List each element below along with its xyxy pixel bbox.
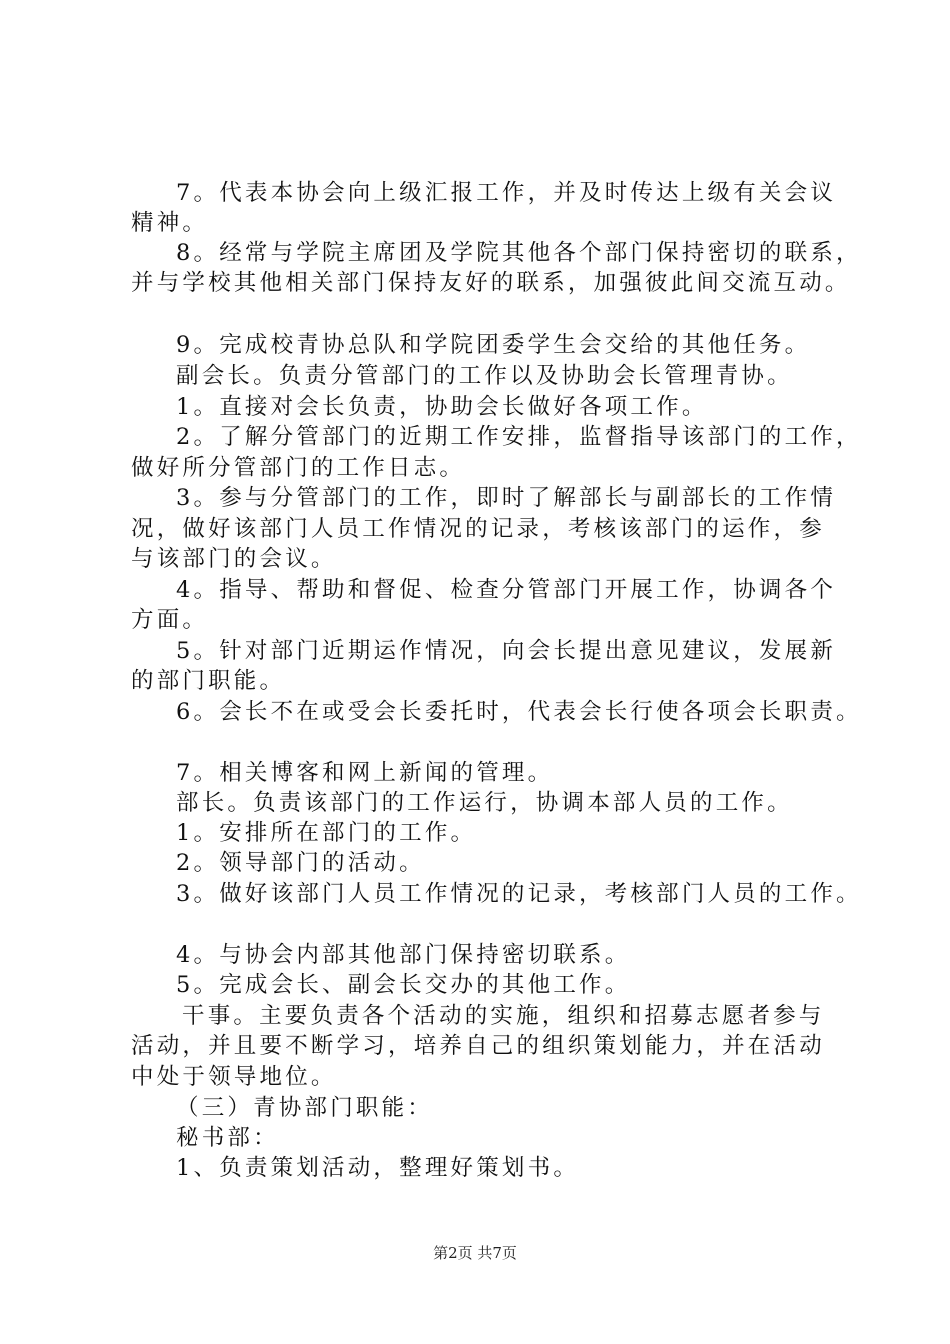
paragraph-line: 9。完成校青协总队和学院团委学生会交给的其他任务。: [176, 332, 811, 358]
paragraph-line: 7。代表本协会向上级汇报工作，并及时传达上级有关会议: [176, 180, 837, 206]
paragraph-line: 精神。: [131, 210, 209, 236]
paragraph-line: 1。直接对会长负责，协助会长做好各项工作。: [176, 394, 708, 420]
paragraph-line: 干事。主要负责各个活动的实施，组织和招募志愿者参与: [182, 1003, 825, 1029]
paragraph-line: 4。与协会内部其他部门保持密切联系。: [176, 942, 631, 968]
paragraph-line: 5。针对部门近期运作情况，向会长提出意见建议，发展新: [176, 638, 837, 664]
paragraph-line: 秘书部：: [176, 1125, 279, 1151]
paragraph-line: 3。做好该部门人员工作情况的记录，考核部门人员的工作。: [176, 881, 862, 907]
paragraph-line: 7。相关博客和网上新闻的管理。: [176, 760, 554, 786]
paragraph-line: 8。经常与学院主席团及学院其他各个部门保持密切的联系，: [176, 240, 862, 266]
paragraph-line: 部长。负责该部门的工作运行，协调本部人员的工作。: [176, 790, 793, 816]
paragraph-line: 4。指导、帮助和督促、检查分管部门开展工作，协调各个: [176, 577, 837, 603]
paragraph-line: 活动，并且要不断学习，培养自己的组织策划能力，并在活动: [131, 1033, 825, 1059]
paragraph-line: 6。会长不在或受会长委托时，代表会长行使各项会长职责。: [176, 699, 862, 725]
paragraph-line: 5。完成会长、副会长交办的其他工作。: [176, 972, 631, 998]
paragraph-line: 中处于领导地位。: [131, 1064, 337, 1090]
paragraph-line: 方面。: [131, 607, 209, 633]
paragraph-line: 3。参与分管部门的工作，即时了解部长与副部长的工作情: [176, 485, 837, 511]
paragraph-line: 与该部门的会议。: [131, 546, 337, 572]
page-number: 第2页 共7页: [433, 1244, 517, 1262]
paragraph-line: 1。安排所在部门的工作。: [176, 820, 477, 846]
paragraph-line: 副会长。负责分管部门的工作以及协助会长管理青协。: [176, 363, 793, 389]
paragraph-line: 2。了解分管部门的近期工作安排，监督指导该部门的工作，: [176, 424, 862, 450]
section-heading: （三）青协部门职能：: [176, 1095, 434, 1121]
paragraph-line: 1、负责策划活动，整理好策划书。: [176, 1155, 580, 1181]
paragraph-line: 做好所分管部门的工作日志。: [131, 455, 466, 481]
paragraph-line: 2。领导部门的活动。: [176, 850, 425, 876]
paragraph-line: 并与学校其他相关部门保持友好的联系，加强彼此间交流互动。: [131, 270, 851, 296]
paragraph-line: 况，做好该部门人员工作情况的记录，考核该部门的运作，参: [131, 516, 825, 542]
paragraph-line: 的部门职能。: [131, 668, 286, 694]
